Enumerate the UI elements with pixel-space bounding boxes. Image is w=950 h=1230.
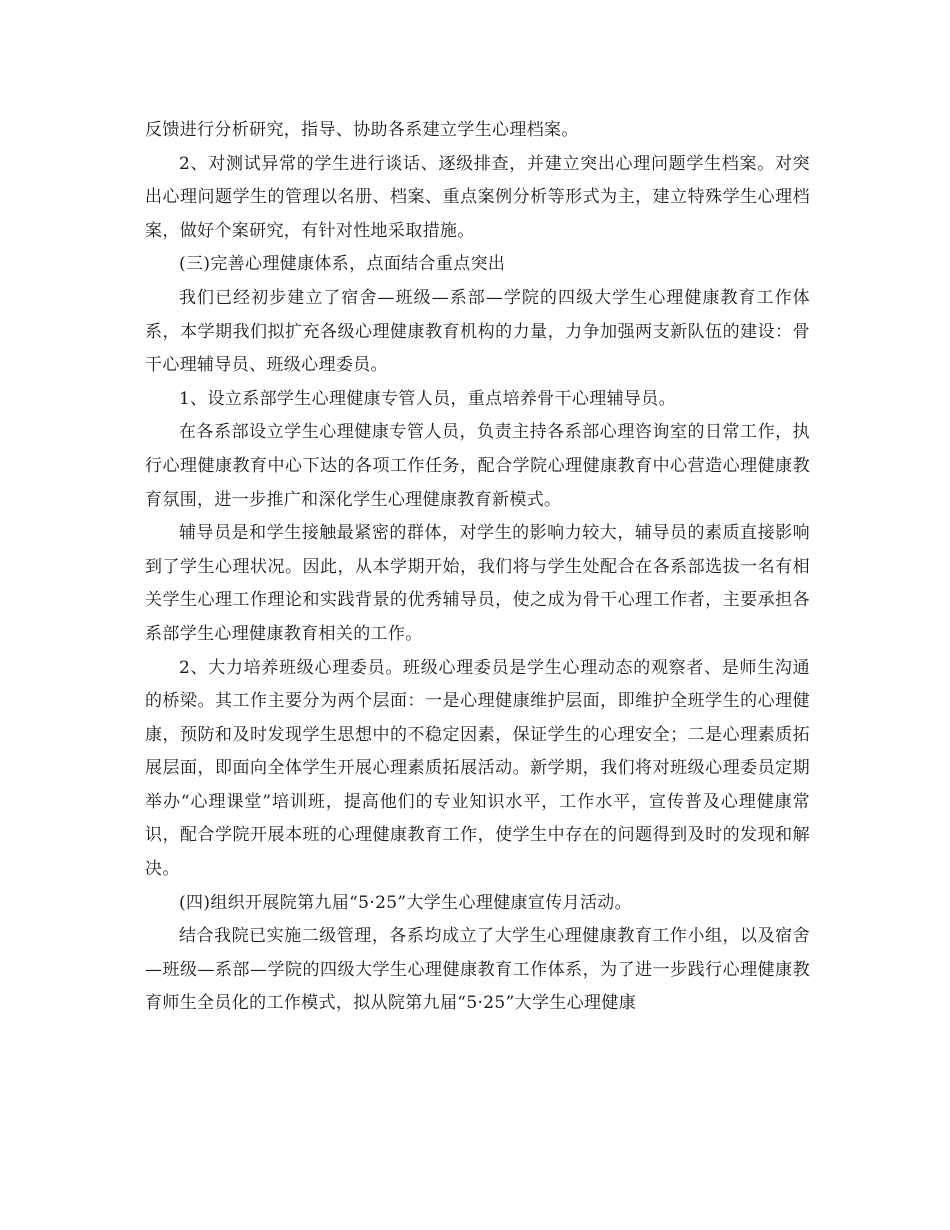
section-heading: (四)组织开展院第九届“5·25”大学生心理健康宣传月活动。 bbox=[179, 892, 632, 913]
section-heading: (三)完善心理健康体系，点面结合重点突出 bbox=[179, 254, 506, 275]
document-body bbox=[145, 114, 810, 1021]
paragraph: 反馈进行分析研究，指导、协助各系建立学生心理档案。 bbox=[145, 120, 579, 140]
paragraph: 2、大力培养班级心理委员。班级心理委员是学生心理动态的观察者、是师生沟通的桥梁。其工作主要分为两个层面：一是心理健康维护层面，即维护全班学生的心理健康，预防和及时发现学生思想中的不稳定因素，保证学生的心理安全；二是心理素质拓展层面，即面向全体学生开展心理素质拓展活动。新学期，我们将对班级心理委员定期举办“心理课堂”培训班，提高他们的专业知识水平，工作水平，宣传普及心理健康常识，配合学院开展本班的心理健康教育工作，使学生中存在的问题得到及时的发现和解决。 bbox=[145, 657, 810, 880]
paragraph: 我们已经初步建立了宿舍—班级—系部—学院的四级大学生心理健康教育工作体系，本学期我们拟扩充各级心理健康教育机构的力量，力争加强两支新队伍的建设：骨干心理辅导员、班级心理委员。 bbox=[145, 287, 810, 376]
paragraph: 在各系部设立学生心理健康专管人员，负责主持各系部心理咨询室的日常工作，执行心理健康教育中心下达的各项工作任务，配合学院心理健康教育中心营造心理健康教育氛围，进一步推广和深化学生心理健康教育新模式。 bbox=[145, 422, 810, 510]
list-item-heading: 1、设立系部学生心理健康专管人员，重点培养骨干心理辅导员。 bbox=[179, 388, 676, 409]
paragraph: 辅导员是和学生接触最紧密的群体，对学生的影响力较大，辅导员的素质直接影响到了学生心理状况。因此，从本学期开始，我们将与学生处配合在各系部选拔一名有相关学生心理工作理论和实践背景的优秀辅导员，使之成为骨干心理工作者，主要承担各系部学生心理健康教育相关的工作。 bbox=[145, 523, 810, 644]
paragraph: 2、对测试异常的学生进行谈话、逐级排查，并建立突出心理问题学生档案。对突出心理问题学生的管理以名册、档案、重点案例分析等形式为主，建立特殊学生心理档案，做好个案研究，有针对性地采取措施。 bbox=[145, 153, 810, 241]
paragraph: 结合我院已实施二级管理，各系均成立了大学生心理健康教育工作小组，以及宿舍—班级—系部—学院的四级大学生心理健康教育工作体系，为了进一步践行心理健康教育师生全员化的工作模式，拟从院第九届“5·25”大学生心理健康 bbox=[145, 926, 810, 1014]
